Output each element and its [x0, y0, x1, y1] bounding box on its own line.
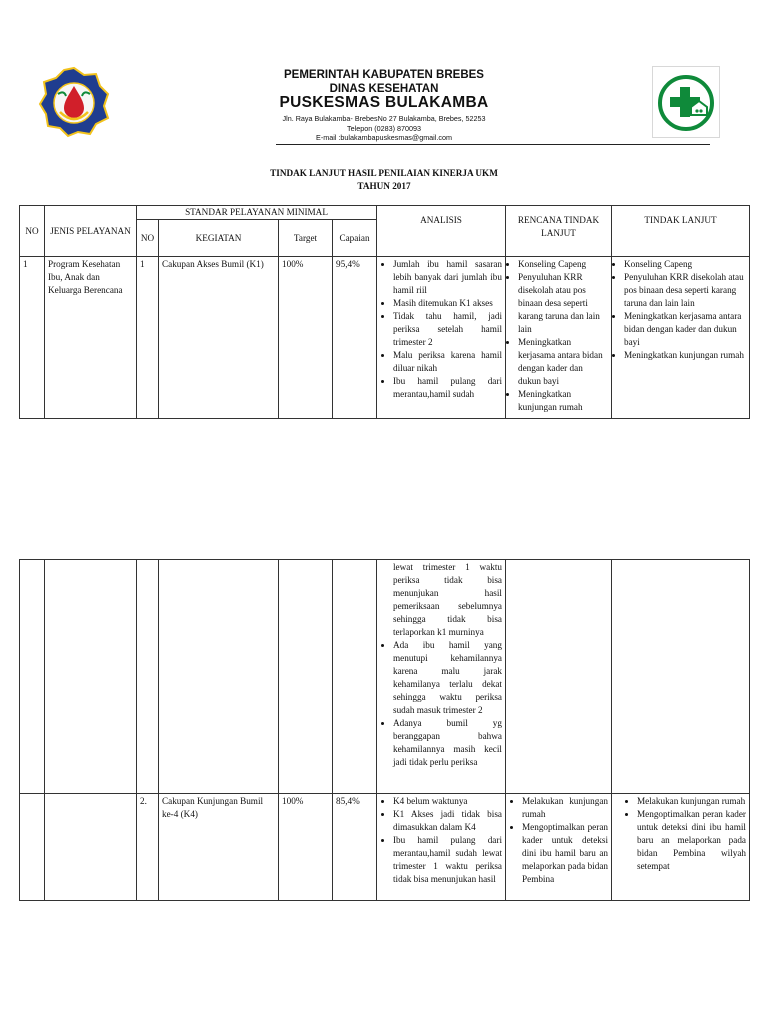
cell-capaian: 95,4%	[333, 257, 377, 419]
cell-target: 100%	[279, 257, 333, 419]
analisis-list	[380, 258, 502, 401]
puskesmas-logo-frame	[652, 66, 720, 138]
cell-capaian: 85,4%	[333, 794, 377, 901]
cell-rencana	[506, 794, 612, 901]
list-item: • Melakukan kunjungan rumah	[522, 795, 608, 821]
list-item: • Meningkatkan kerjasama antara bidan dengan kader dan dukun bayi	[518, 336, 608, 388]
table-row	[20, 794, 750, 901]
analisis-list	[380, 639, 502, 769]
cell-tindak-lanjut	[612, 794, 750, 901]
ukm-table-part2	[19, 559, 750, 901]
list-item: • Adanya bumil yg beranggapan bahwa kehamilannya masih kecil jadi tidak perlu periksa	[393, 717, 502, 769]
tindak-list	[615, 795, 746, 873]
list-item: • Ada ibu hamil yang menutupi kehamilannya karena malu jarak kehamilanya terlalu dekat sehingga waktu periksa sudah masuk trimester 2	[393, 639, 502, 717]
header-no: NO	[20, 206, 45, 257]
analisis-continued	[380, 561, 502, 639]
list-item: • Konseling Capeng	[624, 258, 746, 271]
cell-no-kegiatan: 1	[137, 257, 159, 419]
rencana-list	[509, 258, 608, 414]
kabupaten-brebes-emblem-icon	[38, 66, 110, 138]
cell-jenis-pelayanan: Program Kesehatan Ibu, Anak dan Keluarga Berencana	[45, 257, 137, 419]
cell-rencana	[506, 257, 612, 419]
list-item: • Tidak tahu hamil, jadi periksa setelah hamil trimester 2	[393, 310, 502, 349]
list-item: • Meningkatkan kunjungan rumah	[624, 349, 746, 362]
list-item: • Meningkatkan kunjungan rumah	[518, 388, 608, 414]
list-item: • Masih ditemukan K1 akses	[393, 297, 502, 310]
list-item: • Ibu hamil pulang dari merantau,hamil sudah lewat trimester 1 waktu periksa tidak bisa menunjukan hasil	[393, 834, 502, 886]
list-item: • Jumlah ibu hamil sasaran lebih banyak dari jumlah ibu hamil riil	[393, 258, 502, 297]
list-item: lewat trimester 1 waktu periksa tidak bisa menunjukan hasil pemeriksaan sebelumnya sehingga tidak bisa terlaporkan k1 murninya	[393, 562, 502, 637]
header-rencana-tindak-lanjut: RENCANA TINDAK LANJUT	[506, 206, 612, 257]
kop-address: Jln. Raya Bulakamba- BrebesNo 27 Bulakamba, Brebes, 52253	[282, 114, 486, 123]
cell-analisis	[377, 794, 506, 901]
list-item: • Mengoptimalkan peran kader untuk deteksi dini ibu hamil baru an melaporkan pada bidan Pembina wilyah setempat	[637, 808, 746, 873]
list-item: • K4 belum waktunya	[393, 795, 502, 808]
cell-target: 100%	[279, 794, 333, 901]
list-item: • Penyuluhan KRR disekolah atau pos binaan desa seperti karang taruna dan lain lain	[518, 271, 608, 336]
tindak-list	[615, 258, 746, 362]
header-kegiatan: KEGIATAN	[159, 220, 279, 257]
list-item: • Konseling Capeng	[518, 258, 608, 271]
ukm-table-part1	[19, 205, 750, 419]
list-item: • K1 Akses jadi tidak bisa dimasukkan dalam K4	[393, 808, 502, 834]
document-title: TINDAK LANJUT HASIL PENILAIAN KINERJA UKM	[270, 168, 498, 178]
kop-dinas: DINAS KESEHATAN	[329, 83, 439, 95]
list-item: • Meningkatkan kerjasama antara bidan dengan kader dan dukun bayi	[624, 310, 746, 349]
header-analisis: ANALISIS	[377, 206, 506, 257]
header-no-kegiatan: NO	[137, 220, 159, 257]
document-year: TAHUN 2017	[357, 181, 411, 191]
kop-puskesmas: PUSKESMAS BULAKAMBA	[279, 94, 489, 111]
puskesmas-logo-icon	[653, 67, 719, 137]
header-capaian: Capaian	[333, 220, 377, 257]
kop-pemerintah: PEMERINTAH KABUPATEN BREBES	[284, 69, 484, 81]
analisis-list	[380, 795, 502, 886]
table-row	[20, 560, 750, 794]
header-jenis-pelayanan: JENIS PELAYANAN	[45, 206, 137, 257]
list-item: • Penyuluhan KRR disekolah atau pos binaan desa seperti karang taruna dan lain lain	[624, 271, 746, 310]
cell-kegiatan: Cakupan Kunjungan Bumil ke-4 (K4)	[159, 794, 279, 901]
rencana-list	[509, 795, 608, 886]
header-tindak-lanjut: TINDAK LANJUT	[612, 206, 750, 257]
cell-no-kegiatan: 2.	[137, 794, 159, 901]
list-item: • Melakukan kunjungan rumah	[637, 795, 746, 808]
list-item: • Ibu hamil pulang dari merantau,hamil sudah	[393, 375, 502, 401]
list-item: • Mengoptimalkan peran kader untuk deteksi dini ibu hamil baru an melaporkan pada bidan Pembina	[522, 821, 608, 886]
cell-analisis	[377, 257, 506, 419]
header-target: Target	[279, 220, 333, 257]
header-standar-pelayanan-minimal: STANDAR PELAYANAN MINIMAL	[137, 206, 377, 220]
cell-analisis	[377, 560, 506, 794]
cell-kegiatan: Cakupan Akses Bumil (K1)	[159, 257, 279, 419]
cell-tindak-lanjut	[612, 257, 750, 419]
list-item: • Malu periksa karena hamil diluar nikah	[393, 349, 502, 375]
cell-no: 1	[20, 257, 45, 419]
kop-phone: Telepon (0283) 870093	[347, 124, 421, 133]
kop-email: E-mail :bulakambapuskesmas@gmail.com	[316, 133, 452, 142]
header-divider	[276, 144, 710, 145]
table-row	[20, 257, 750, 419]
